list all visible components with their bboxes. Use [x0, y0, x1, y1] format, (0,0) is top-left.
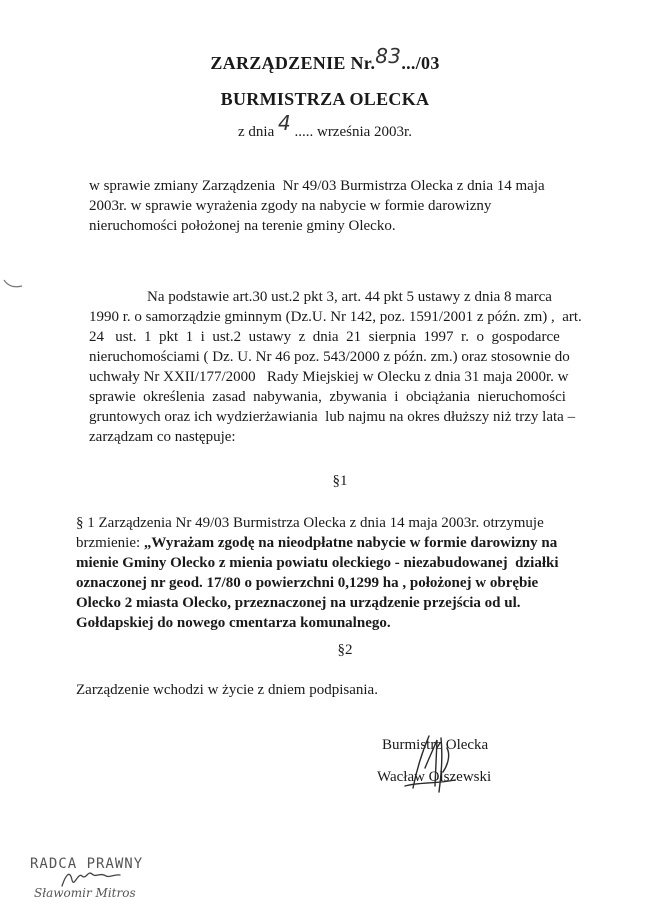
- handwritten-number: 83: [375, 44, 402, 68]
- preamble-line: 1990 r. o samorządzie gminnym (Dz.U. Nr 142, poz. 1591/2001 z późn. zm) , art.: [89, 309, 582, 325]
- preamble-line: nieruchomościami ( Dz. U. Nr 46 poz. 543/2000 z późn. zm.) oraz stosownie do: [89, 349, 570, 365]
- signatory-name: Wacław Olszewski: [377, 769, 492, 785]
- handwritten-day: 4: [278, 111, 291, 135]
- section-1-lead: brzmienie:: [76, 535, 144, 551]
- margin-mark: [2, 278, 26, 292]
- preamble-line: uchwały Nr XXII/177/2000 Rady Miejskiej w Olecku z dnia 31 maja 2000r. w: [89, 369, 569, 385]
- document-title: [0, 44, 650, 74]
- handwritten-signature: [395, 728, 465, 798]
- subject-line: nieruchomości położonej na terenie gminy Olecko.: [89, 218, 396, 234]
- legal-advisor-stamp-name: Sławomir Mitros: [34, 886, 136, 900]
- section-1-heading: §1: [332, 473, 348, 489]
- date-prefix: z dnia: [238, 124, 275, 140]
- legal-advisor-stamp-title: RADCA PRAWNY: [30, 856, 144, 872]
- section-1-line: Gołdapskiej do nowego cmentarza komunalnego.: [76, 615, 391, 631]
- section-2-heading: §2: [337, 642, 353, 658]
- subject-line: 2003r. w sprawie wyrażenia zgody na nabycie w formie darowizny: [89, 198, 492, 214]
- preamble-line: sprawie określenia zasad nabywania, zbywania i obciążania nieruchomości: [89, 389, 566, 405]
- date-suffix: ..... września 2003r.: [294, 124, 412, 140]
- section-1-quote-start: „Wyrażam zgodę na nieodpłatne nabycie w formie darowizny na: [143, 535, 558, 551]
- subject-line: w sprawie zmiany Zarządzenia Nr 49/03 Burmistrza Olecka z dnia 14 maja: [89, 178, 545, 194]
- preamble-line: 24 ust. 1 pkt 1 i ust.2 ustawy z dnia 21 sierpnia 1997 r. o gospodarce: [89, 329, 560, 345]
- section-1-line: § 1 Zarządzenia Nr 49/03 Burmistrza Olecka z dnia 14 maja 2003r. otrzymuje: [76, 515, 544, 531]
- issuing-authority: BURMISTRZA OLECKA: [220, 89, 430, 109]
- issue-date: [0, 111, 650, 142]
- section-1-line: mienie Gminy Olecko z mienia powiatu oleckiego - niezabudowanej działki: [76, 555, 559, 571]
- section-1-line: oznaczonej nr geod. 17/80 o powierzchni 0,1299 ha , położonej w obrębie: [76, 575, 539, 591]
- signatory-role: Burmistrz Olecka: [382, 737, 489, 753]
- title-suffix: .../03: [401, 53, 440, 73]
- section-1-line: [76, 533, 611, 553]
- subject-block: [89, 176, 545, 236]
- section-2-body: Zarządzenie wchodzi w życie z dniem podpisania.: [76, 682, 378, 698]
- preamble-line: zarządzam co następuje:: [89, 429, 236, 445]
- legal-basis-paragraph: [89, 287, 611, 447]
- section-1-body: [76, 513, 611, 633]
- preamble-line: gruntowych oraz ich wydzierżawiania lub najmu na okres dłuższy niż trzy lata –: [89, 409, 576, 425]
- section-1-line: Olecko 2 miasta Olecko, przeznaczonej na urządzenie przejścia od ul.: [76, 595, 521, 611]
- preamble-line: Na podstawie art.30 ust.2 pkt 3, art. 44 pkt 5 ustawy z dnia 8 marca: [147, 289, 552, 305]
- title-prefix: ZARZĄDZENIE Nr.: [210, 53, 376, 73]
